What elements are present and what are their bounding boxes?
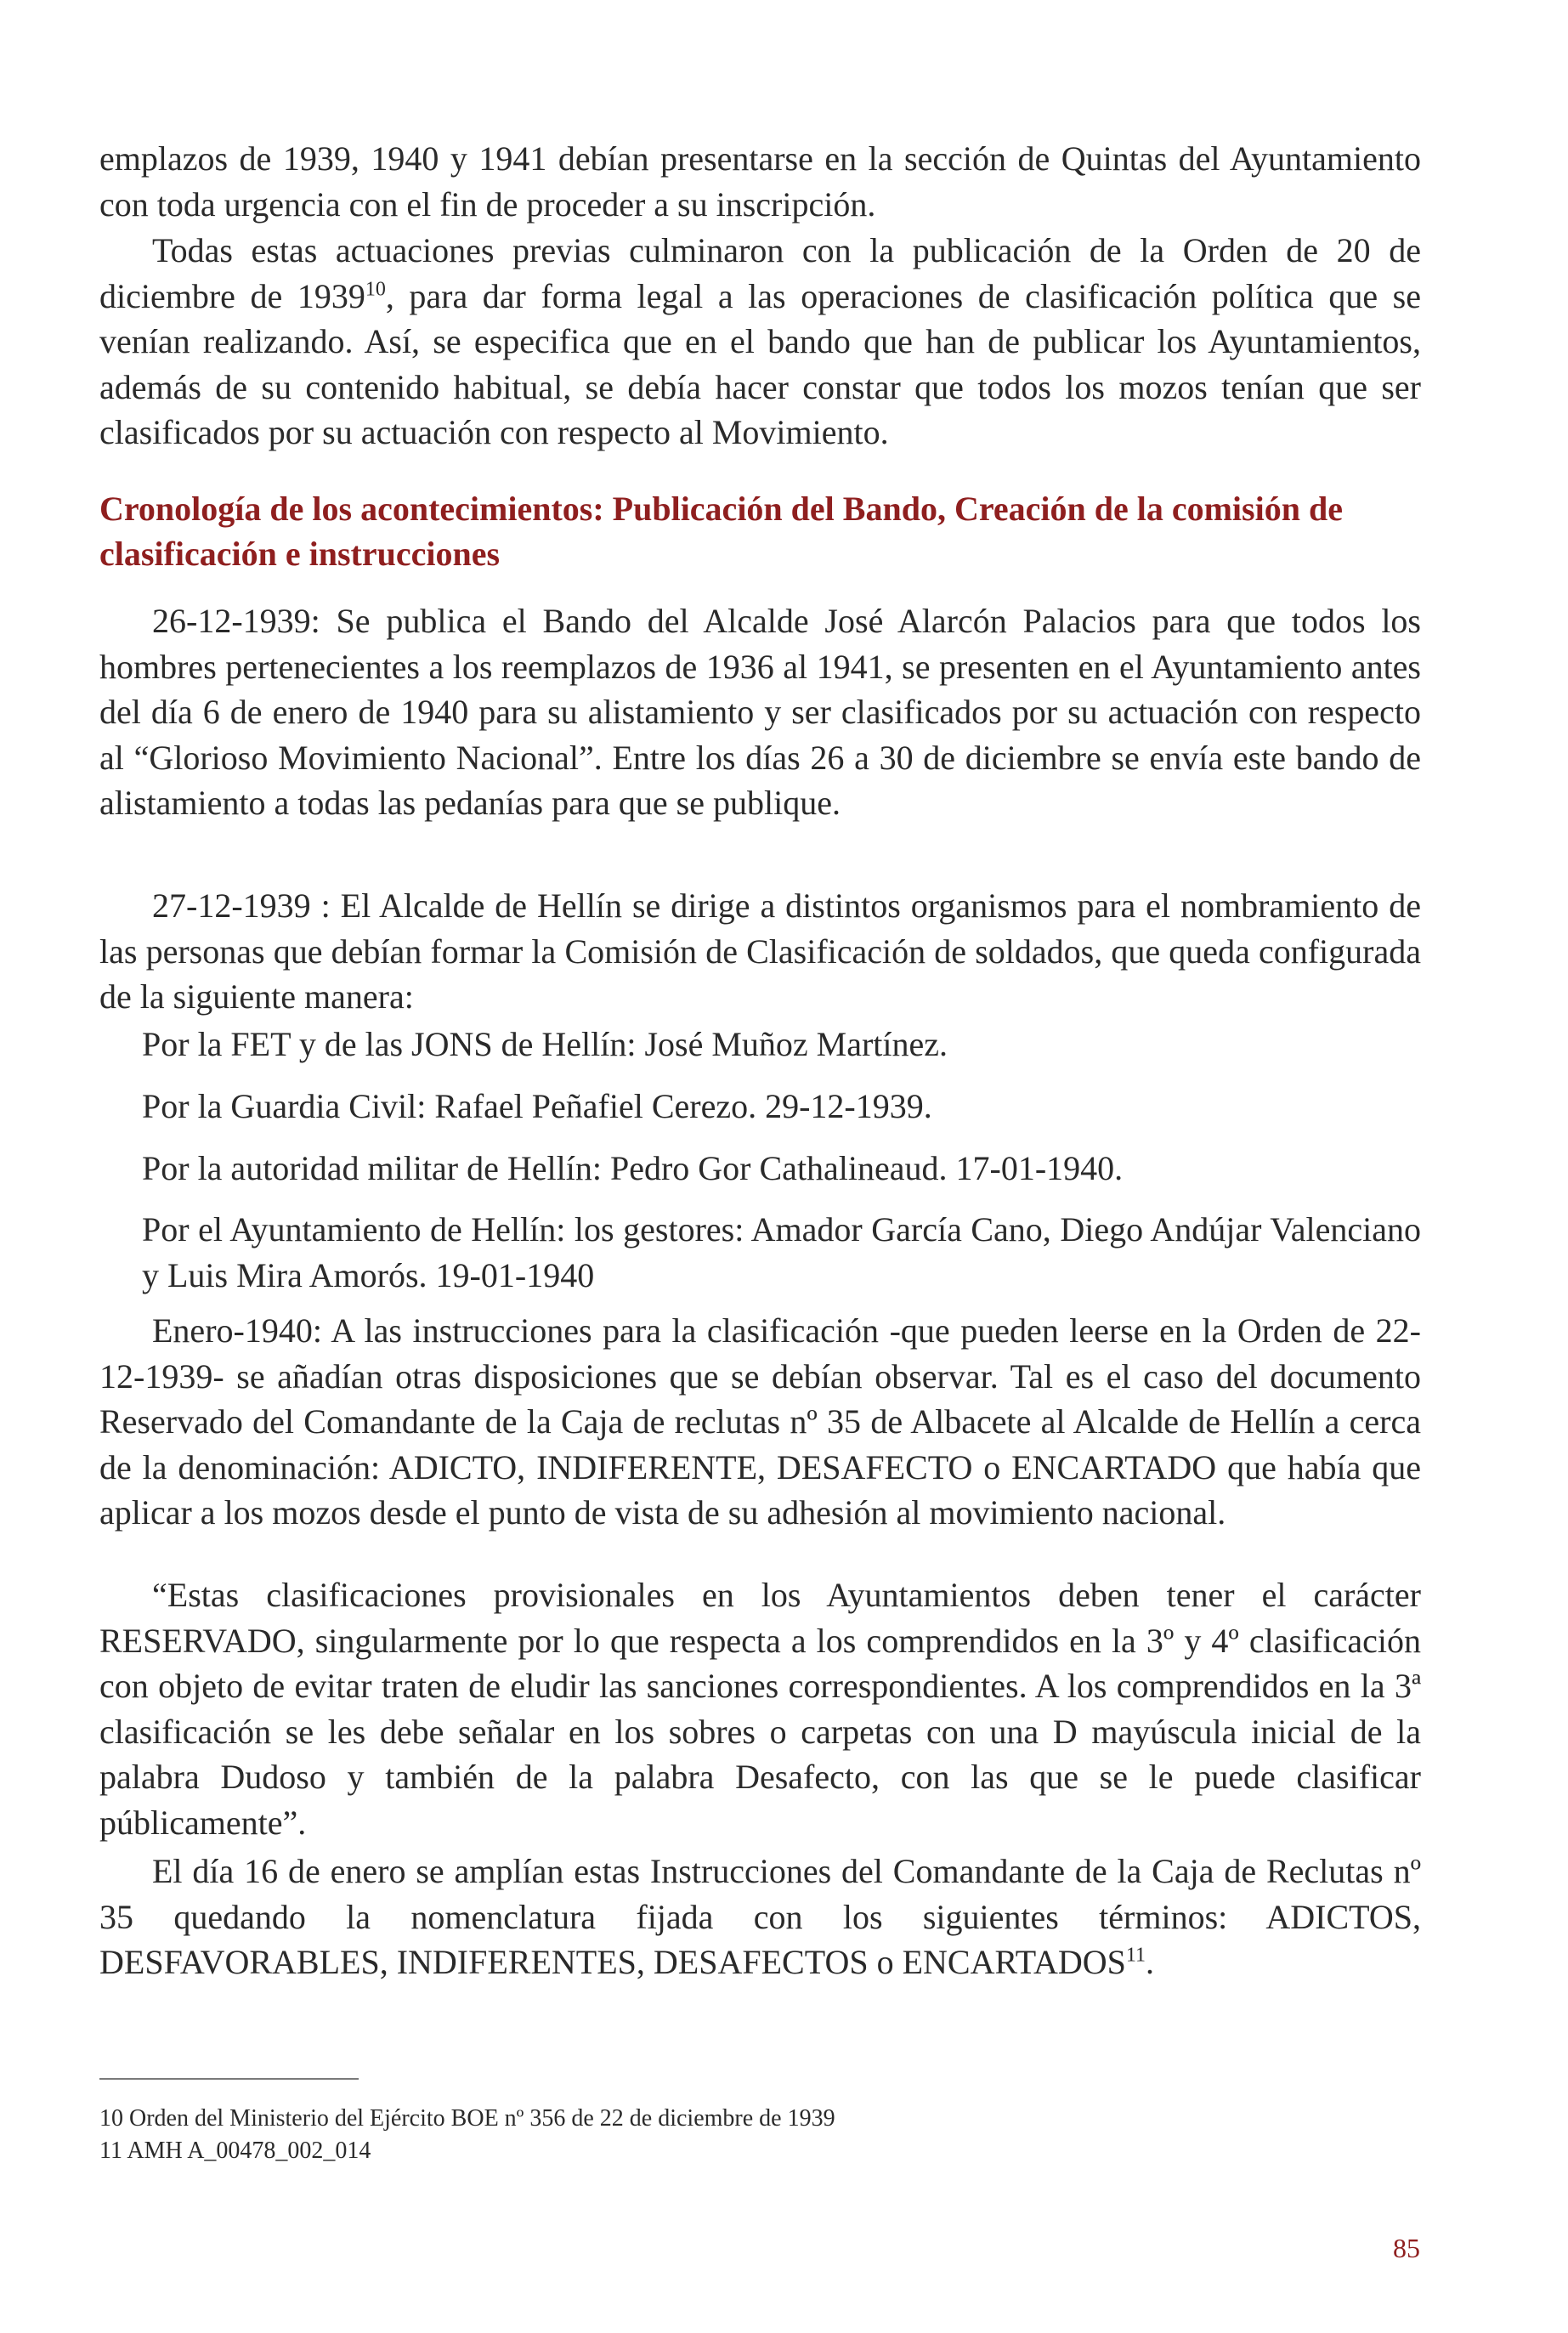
chronology-entry-16-enero <box>99 1849 1421 1985</box>
footnote-10: 10 Orden del Ministerio del Ejército BOE nº 356 de 22 de diciembre de 1939 <box>99 2105 835 2132</box>
footnote-11: 11 AMH A_00478_002_014 <box>99 2138 371 2164</box>
footnote-divider <box>99 2078 359 2080</box>
commission-member-guardia-civil: Por la Guardia Civil: Rafael Peñafiel Cerezo. 29-12-1939. <box>142 1087 932 1125</box>
chronology-entry-bando: 26-12-1939: Se publica el Bando del Alcalde José Alarcón Palacios para que todos los hombres pertenecientes a los reemplazos de 1936 al 1941, se presenten en el Ayuntamiento antes del día 6 de enero de 1940 para su alistamiento y ser clasificados por su actuación con respecto al “Glorioso Movimiento Nacional”. Entre los días 26 a 30 de diciembre se envía este bando de alistamiento a todas las pedanías para que se publique. <box>99 602 1421 822</box>
quote-paragraph: “Estas clasificaciones provisionales en los Ayuntamientos deben tener el carácter RESERVADO, singularmente por lo que respecta a los comprendidos en la 3º y 4º clasificación con objeto de evitar traten de eludir las sanciones correspondientes. A los comprendidos en la 3ª clasificación se les debe señalar en los sobres o carpetas con una D mayúscula inicial de la palabra Dudoso y también de la palabra Desafecto, con las que se le puede clasificar públicamente”. <box>99 1576 1421 1842</box>
commission-member-ayuntamiento: Por el Ayuntamiento de Hellín: los gestores: Amador García Cano, Diego Andújar Valenciano y Luis Mira Amorós. 19-01-1940 <box>142 1210 1421 1294</box>
chronology-16-enero-text-2: . <box>1145 1943 1154 1981</box>
page-number: 85 <box>1393 2233 1420 2263</box>
paragraph-intro: emplazos de 1939, 1940 y 1941 debían presentarse en la sección de Quintas del Ayuntamiento con toda urgencia con el fin de proceder a su inscripción. <box>99 139 1421 224</box>
section-heading: Cronología de los acontecimientos: Publicación del Bando, Creación de la comisión de clasificación e instrucciones <box>99 490 1343 573</box>
commission-member-militar: Por la autoridad militar de Hellín: Pedro Gor Cathalineaud. 17-01-1940. <box>142 1149 1124 1187</box>
chronology-16-enero-text-1: El día 16 de enero se amplían estas Instrucciones del Comandante de la Caja de Reclutas nº 35 quedando la nomenclatura fijada con los siguientes términos: ADICTOS, DESFAVORABLES, INDIFERENTES, DESAFECTOS o ENCARTADOS <box>99 1852 1421 1981</box>
paragraph-orden-text-1: Todas estas actuaciones previas culminaron con la publicación de la Orden de 20 de diciembre de 1939 <box>99 231 1421 315</box>
paragraph-orden-text-2: , para dar forma legal a las operaciones de clasificación política que se venían realizando. Así, se especifica que en el bando que han de publicar los Ayuntamientos, además de su contenido habitual, se debía hacer constar que todos los mozos tenían que ser clasificados por su actuación con respecto al Movimiento. <box>99 276 1421 451</box>
footnote-ref-11[interactable]: 11 <box>1125 1944 1146 1967</box>
commission-member-fet: Por la FET y de las JONS de Hellín: José Muñoz Martínez. <box>142 1025 948 1063</box>
chronology-entry-enero: Enero-1940: A las instrucciones para la clasificación -que pueden leerse en la Orden de 22-12-1939- se añadían otras disposiciones que se debían observar. Tal es el caso del documento Reservado del Comandante de la Caja de reclutas nº 35 de Albacete al Alcalde de Hellín a cerca de la denominación: ADICTO, INDIFERENTE, DESAFECTO o ENCARTADO que había que aplicar a los mozos desde el punto de vista de su adhesión al movimiento nacional. <box>99 1311 1421 1532</box>
paragraph-orden <box>99 228 1421 456</box>
chronology-entry-comision: 27-12-1939 : El Alcalde de Hellín se dirige a distintos organismos para el nombramiento de las personas que debían formar la Comisión de Clasificación de soldados, que queda configurada de la siguiente manera: <box>99 886 1421 1016</box>
footnote-ref-10[interactable]: 10 <box>365 278 386 301</box>
